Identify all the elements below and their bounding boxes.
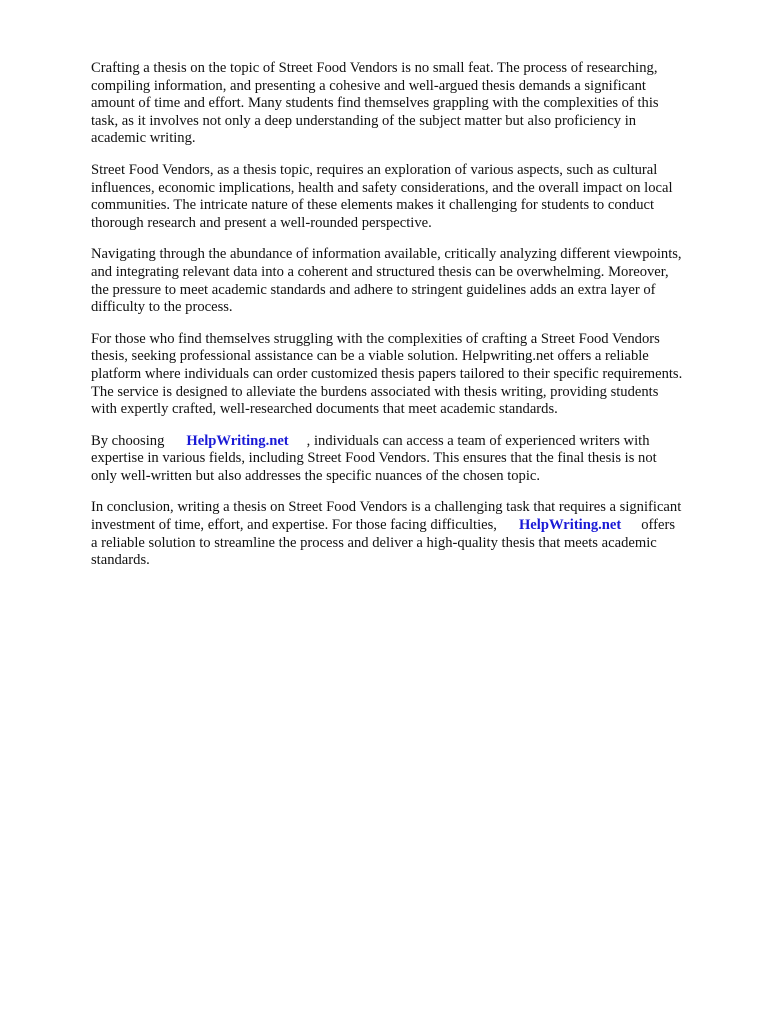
- paragraph-choosing-rest: , individuals can access a team of experienced writers with expertise in various fields, including Street Food Vendors. This ensures that the final thesis is not only well-written but also addresses the specific nuances of the chosen topic.: [91, 432, 657, 484]
- paragraph-topic: Street Food Vendors, as a thesis topic, requires an exploration of various aspects, such as cultural influences, economic implications, health and safety considerations, and the overall impact on local communities. The intricate nature of these elements makes it challenging for students to conduct thorough research and present a well-rounded perspective.: [91, 161, 673, 231]
- paragraph-conclusion-lead: In conclusion, writing a thesis on Street Food Vendors is a challenging task that requires a significant investment of time, effort, and expertise. For those facing difficulties,: [91, 499, 682, 534]
- paragraph-assistance: For those who find themselves struggling with the complexities of crafting a Street Food Vendors thesis, seeking professional assistance can be a viable solution. Helpwriting.net offers a reliable platform where individuals can order customized thesis papers tailored to their specific requirements. The service is designed to alleviate the burdens associated with thesis writing, providing students with expertly crafted, well-researched documents that meet academic standards.: [91, 330, 683, 418]
- paragraph-intro: Crafting a thesis on the topic of Street Food Vendors is no small feat. The process of researching, compiling information, and presenting a cohesive and well-argued thesis demands a significant amount of time and effort. Many students find themselves grappling with the complexities of this task, as it involves not only a deep understanding of the subject matter but also proficiency in academic writing.: [91, 60, 659, 147]
- helpwriting-link-conclusion[interactable]: HelpWriting.net: [518, 517, 622, 534]
- helpwriting-link[interactable]: HelpWriting.net: [186, 432, 289, 449]
- paragraph-choosing: [91, 433, 724, 486]
- paragraph-challenges: Navigating through the abundance of information available, critically analyzing different viewpoints, and integrating relevant data into a coherent and structured thesis can be overwhelming. Moreover, the pressure to meet academic standards and adhere to stringent guidelines adds an extra layer of difficulty to the process.: [91, 246, 682, 316]
- paragraph-conclusion-rest: offers a reliable solution to streamline the process and deliver a high-quality thesis that meets academic standards.: [91, 517, 676, 569]
- paragraph-conclusion: [91, 499, 724, 569]
- paragraph-choosing-lead: By choosing: [91, 432, 165, 449]
